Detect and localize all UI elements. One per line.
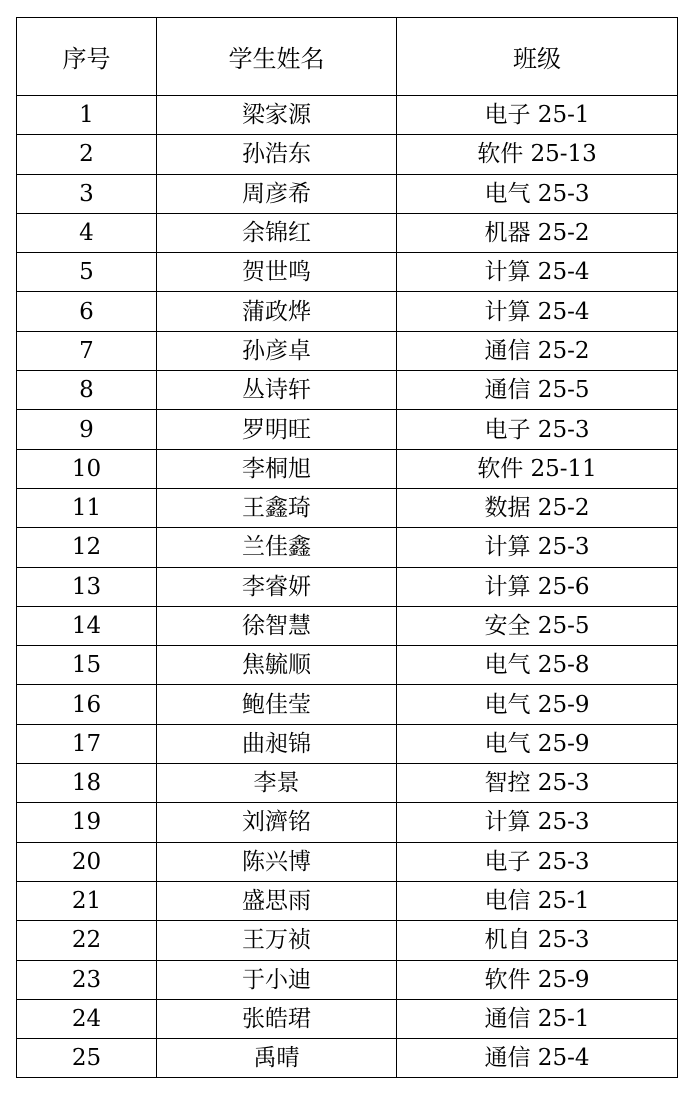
cell-index: 13 (17, 567, 157, 606)
cell-student-name: 鲍佳莹 (157, 685, 397, 724)
table-row (17, 449, 678, 488)
table-row (17, 685, 678, 724)
cell-student-name: 孙浩东 (157, 135, 397, 174)
header-class: 班级 (397, 18, 678, 96)
cell-index: 14 (17, 606, 157, 645)
cell-index: 9 (17, 410, 157, 449)
cell-index: 8 (17, 371, 157, 410)
table-row (17, 292, 678, 331)
cell-class: 通信 25-2 (397, 331, 678, 370)
cell-class: 计算 25-4 (397, 253, 678, 292)
table-row (17, 606, 678, 645)
table-row (17, 567, 678, 606)
cell-student-name: 周彦希 (157, 174, 397, 213)
table-row (17, 174, 678, 213)
table-row (17, 331, 678, 370)
cell-student-name: 罗明旺 (157, 410, 397, 449)
table-row (17, 253, 678, 292)
cell-index: 6 (17, 292, 157, 331)
cell-student-name: 张皓珺 (157, 999, 397, 1038)
cell-class: 通信 25-5 (397, 371, 678, 410)
cell-class: 通信 25-1 (397, 999, 678, 1038)
cell-student-name: 刘濟铭 (157, 803, 397, 842)
cell-index: 24 (17, 999, 157, 1038)
cell-class: 电子 25-3 (397, 410, 678, 449)
cell-index: 18 (17, 764, 157, 803)
cell-index: 10 (17, 449, 157, 488)
cell-class: 数据 25-2 (397, 488, 678, 527)
table-row (17, 842, 678, 881)
cell-index: 11 (17, 488, 157, 527)
cell-index: 25 (17, 1039, 157, 1078)
cell-student-name: 徐智慧 (157, 606, 397, 645)
student-roster (16, 17, 678, 1078)
cell-class: 计算 25-3 (397, 528, 678, 567)
cell-student-name: 李睿妍 (157, 567, 397, 606)
cell-index: 5 (17, 253, 157, 292)
cell-student-name: 王鑫琦 (157, 488, 397, 527)
cell-class: 电子 25-1 (397, 96, 678, 135)
cell-class: 电气 25-9 (397, 685, 678, 724)
cell-student-name: 于小迪 (157, 960, 397, 999)
table-row (17, 960, 678, 999)
table-row (17, 646, 678, 685)
table-row (17, 96, 678, 135)
table-row (17, 764, 678, 803)
cell-class: 软件 25-13 (397, 135, 678, 174)
table-body (17, 96, 678, 1078)
cell-student-name: 焦毓顺 (157, 646, 397, 685)
table-row (17, 488, 678, 527)
cell-student-name: 禹晴 (157, 1039, 397, 1078)
cell-index: 16 (17, 685, 157, 724)
cell-student-name: 孙彦卓 (157, 331, 397, 370)
cell-class: 电子 25-3 (397, 842, 678, 881)
cell-index: 3 (17, 174, 157, 213)
cell-index: 12 (17, 528, 157, 567)
cell-class: 电信 25-1 (397, 881, 678, 920)
table-row (17, 371, 678, 410)
cell-student-name: 蒲政烨 (157, 292, 397, 331)
cell-index: 7 (17, 331, 157, 370)
cell-class: 机器 25-2 (397, 213, 678, 252)
cell-index: 20 (17, 842, 157, 881)
cell-index: 23 (17, 960, 157, 999)
table-row (17, 410, 678, 449)
cell-student-name: 兰佳鑫 (157, 528, 397, 567)
cell-index: 19 (17, 803, 157, 842)
student-table (16, 17, 678, 1078)
cell-class: 软件 25-9 (397, 960, 678, 999)
cell-index: 15 (17, 646, 157, 685)
cell-index: 1 (17, 96, 157, 135)
cell-class: 计算 25-3 (397, 803, 678, 842)
table-row (17, 881, 678, 920)
cell-class: 智控 25-3 (397, 764, 678, 803)
table-row (17, 528, 678, 567)
cell-student-name: 余锦红 (157, 213, 397, 252)
cell-index: 21 (17, 881, 157, 920)
cell-student-name: 梁家源 (157, 96, 397, 135)
cell-class: 计算 25-6 (397, 567, 678, 606)
header-index: 序号 (17, 18, 157, 96)
cell-class: 通信 25-4 (397, 1039, 678, 1078)
table-row (17, 999, 678, 1038)
cell-class: 机自 25-3 (397, 921, 678, 960)
cell-student-name: 王万祯 (157, 921, 397, 960)
cell-class: 软件 25-11 (397, 449, 678, 488)
cell-student-name: 李景 (157, 764, 397, 803)
cell-student-name: 陈兴博 (157, 842, 397, 881)
cell-index: 4 (17, 213, 157, 252)
cell-class: 电气 25-9 (397, 724, 678, 763)
table-header-row (17, 18, 678, 96)
cell-index: 22 (17, 921, 157, 960)
table-row (17, 1039, 678, 1078)
cell-student-name: 丛诗轩 (157, 371, 397, 410)
cell-class: 电气 25-3 (397, 174, 678, 213)
cell-class: 计算 25-4 (397, 292, 678, 331)
cell-student-name: 李桐旭 (157, 449, 397, 488)
cell-student-name: 曲昶锦 (157, 724, 397, 763)
cell-class: 电气 25-8 (397, 646, 678, 685)
table-row (17, 213, 678, 252)
cell-index: 2 (17, 135, 157, 174)
cell-student-name: 盛思雨 (157, 881, 397, 920)
cell-index: 17 (17, 724, 157, 763)
table-row (17, 803, 678, 842)
cell-student-name: 贺世鸣 (157, 253, 397, 292)
table-row (17, 135, 678, 174)
table-row (17, 921, 678, 960)
cell-class: 安全 25-5 (397, 606, 678, 645)
table-row (17, 724, 678, 763)
header-student-name: 学生姓名 (157, 18, 397, 96)
